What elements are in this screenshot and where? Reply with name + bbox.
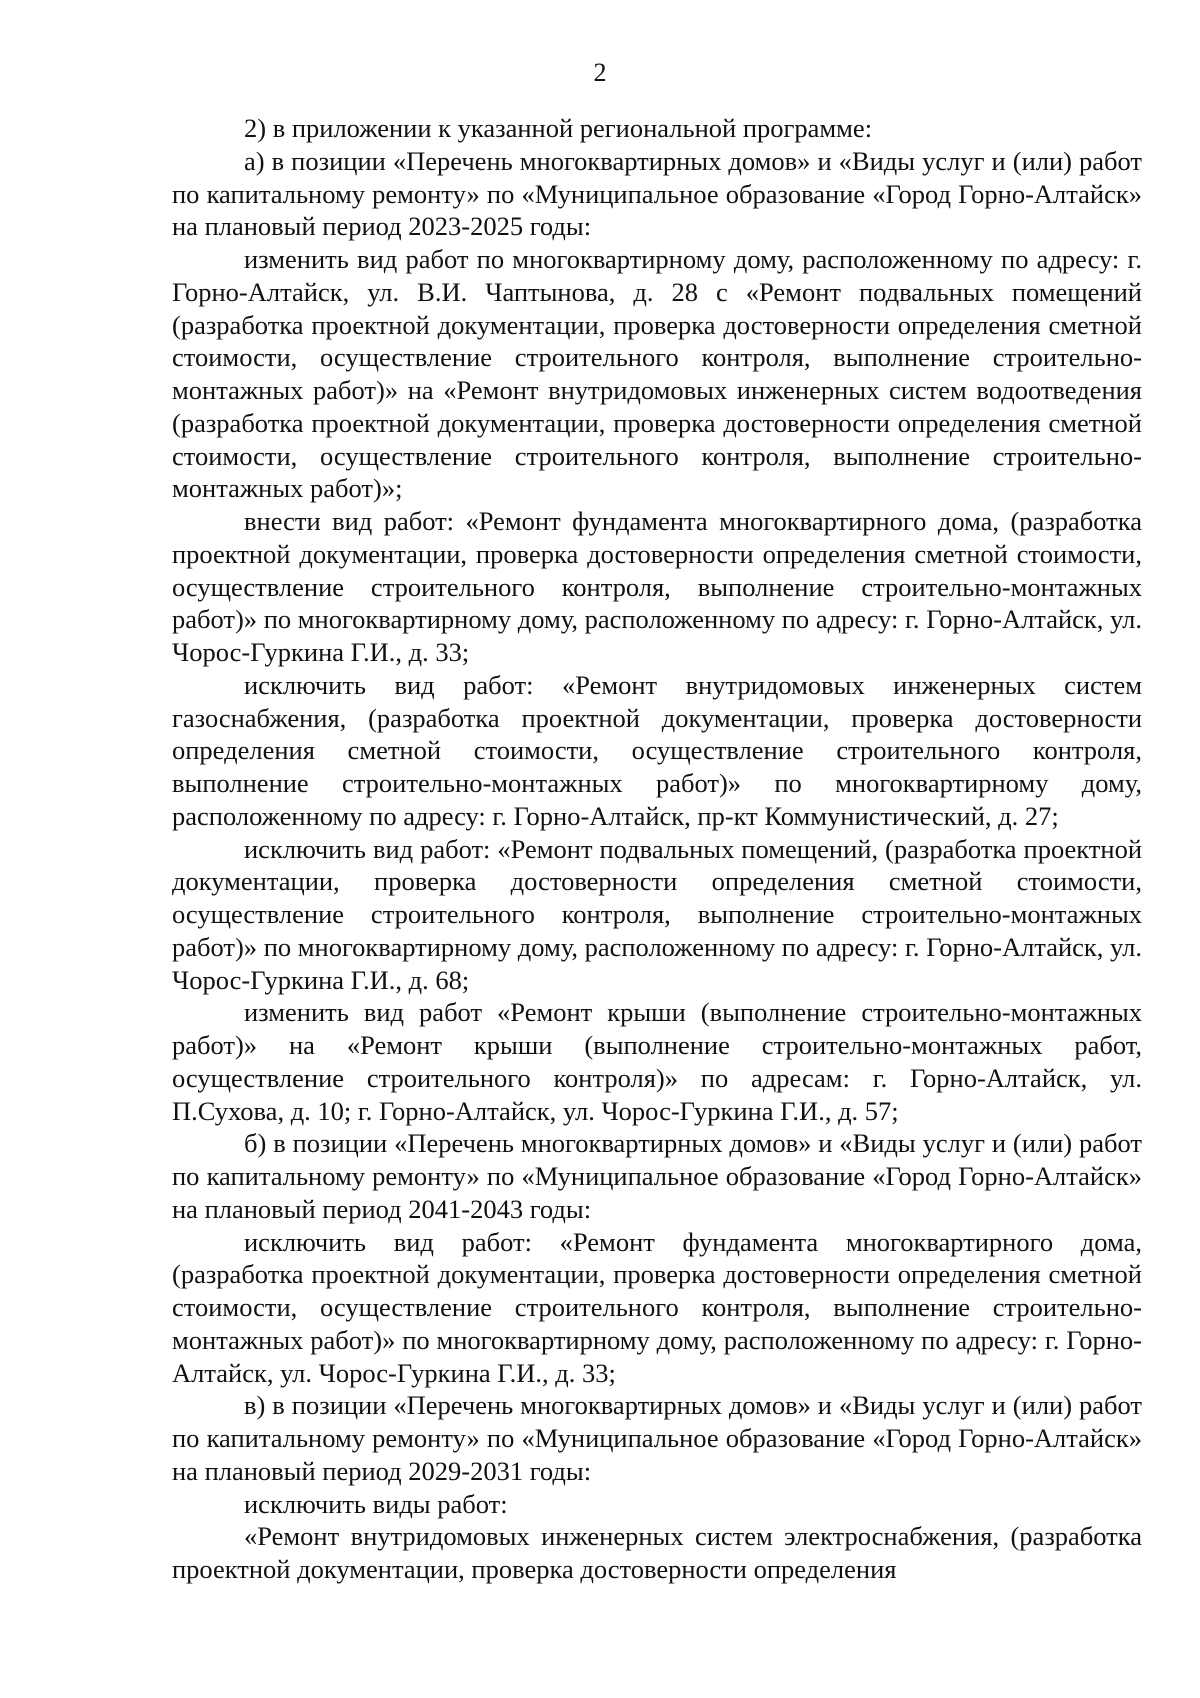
paragraph-subitem-v: в) в позиции «Перечень многоквартирных домов» и «Виды услуг и (или) работ по капитальному ремонту» по «Муниципальное образование «Город Горно-Алтайск» на плановый период 2029-2031 годы: [172, 1390, 1142, 1486]
document-body [172, 112, 1142, 1586]
paragraph-subitem-a: а) в позиции «Перечень многоквартирных домов» и «Виды услуг и (или) работ по капитальному ремонту» по «Муниципальное образование «Город Горно-Алтайск» на плановый период 2023-2025 годы: [172, 145, 1142, 242]
paragraph-exclude-gas-supply: исключить вид работ: «Ремонт внутридомовых инженерных систем газоснабжения, (разработка проектной документации, проверка достоверности определения сметной стоимости, осуществление строительного контроля, выполнение строительно-монтажных работ)» по многоквартирному дому, расположенному по адресу: г. Горно-Алтайск, пр-кт Коммунистический, д. 27; [172, 669, 1142, 831]
page-number: 2 [593, 58, 607, 87]
paragraph-subitem-b: б) в позиции «Перечень многоквартирных домов» и «Виды услуг и (или) работ по капитальному ремонту» по «Муниципальное образование «Город Горно-Алтайск» на плановый период 2041-2043 годы: [172, 1128, 1142, 1224]
paragraph-item-2-intro: 2) в приложении к указанной региональной программе: [244, 113, 873, 143]
paragraph-change-roof-repair: изменить вид работ «Ремонт крыши (выполнение строительно-монтажных работ)» на «Ремонт крыши (выполнение строительно-монтажных работ, осуществление строительного контроля)» по адресам: г. Горно-Алтайск, ул. П.Сухова, д. 10; г. Горно-Алтайск, ул. Чорос-Гуркина Г.И., д. 57; [172, 997, 1142, 1126]
paragraph-exclude-basement-repair: исключить вид работ: «Ремонт подвальных помещений, (разработка проектной документации, проверка достоверности определения сметной стоимости, осуществление строительного контроля, выполнение строительно-монтажных работ)» по многоквартирному дому, расположенному по адресу: г. Горно-Алтайск, ул. Чорос-Гуркина Г.И., д. 68; [172, 833, 1142, 995]
paragraph-exclude-works-heading: исключить виды работ: [244, 1488, 508, 1519]
paragraph-exclude-foundation-repair: исключить вид работ: «Ремонт фундамента многоквартирного дома, (разработка проектной документации, проверка достоверности определения сметной стоимости, осуществление строительного контроля, выполнение строительно-монтажных работ)» по многоквартирному дому, расположенному по адресу: г. Горно-Алтайск, ул. Чорос-Гуркина Г.И., д. 33; [172, 1226, 1142, 1388]
paragraph-add-foundation-repair: внести вид работ: «Ремонт фундамента многоквартирного дома, (разработка проектной документации, проверка достоверности определения сметной стоимости, осуществление строительного контроля, выполнение строительно-монтажных работ)» по многоквартирному дому, расположенному по адресу: г. Горно-Алтайск, ул. Чорос-Гуркина Г.И., д. 33; [172, 506, 1142, 667]
paragraph-electric-supply-repair: «Ремонт внутридомовых инженерных систем электроснабжения, (разработка проектной документации, проверка достоверности определения [172, 1521, 1142, 1584]
paragraph-change-chaptynova-28: изменить вид работ по многоквартирному дому, расположенному по адресу: г. Горно-Алтайск, ул. В.И. Чаптынова, д. 28 с «Ремонт подвальных помещений (разработка проектной документации, проверка достоверности определения сметной стоимости, осуществление строительного контроля, выполнение строительно-монтажных работ)» на «Ремонт внутридомовых инженерных систем водоотведения (разработка проектной документации, проверка достоверности определения сметной стоимости, осуществление строительного контроля, выполнение строительно-монтажных работ)»; [172, 244, 1142, 504]
